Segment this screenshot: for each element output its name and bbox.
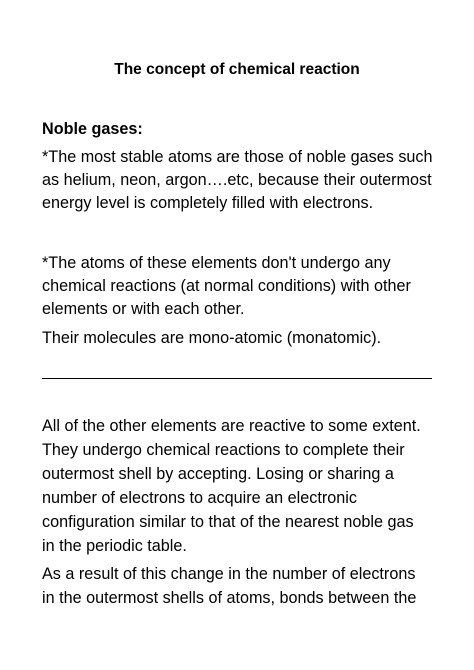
paragraph-line: chemical reactions (at normal conditions) with other (42, 277, 411, 295)
paragraph-line: They undergo chemical reactions to complete their (42, 441, 405, 459)
paragraph-line: *The atoms of these elements don't undergo any (42, 254, 391, 272)
paragraph-line: as helium, neon, argon….etc, because their outermost (42, 171, 432, 189)
paragraph-line: As a result of this change in the number of electrons (42, 565, 416, 583)
horizontal-divider (42, 378, 432, 379)
paragraph-line: elements or with each other. (42, 300, 245, 318)
paragraph-line: number of electrons to acquire an electronic (42, 489, 357, 507)
paragraph-line: *The most stable atoms are those of noble gases such (42, 148, 433, 166)
paragraph-line: energy level is completely filled with electrons. (42, 194, 374, 212)
page-title: The concept of chemical reaction (114, 61, 360, 78)
paragraph-line: All of the other elements are reactive to some extent. (42, 417, 421, 435)
paragraph-line: in the outermost shells of atoms, bonds between the (42, 589, 417, 607)
paragraph-line: Their molecules are mono-atomic (monatomic). (42, 329, 382, 347)
paragraph-line: in the periodic table. (42, 537, 187, 555)
paragraph-line: outermost shell by accepting. Losing or sharing a (42, 465, 394, 483)
section-heading: Noble gases: (42, 120, 143, 138)
paragraph-line: configuration similar to that of the nearest noble gas (42, 513, 414, 531)
